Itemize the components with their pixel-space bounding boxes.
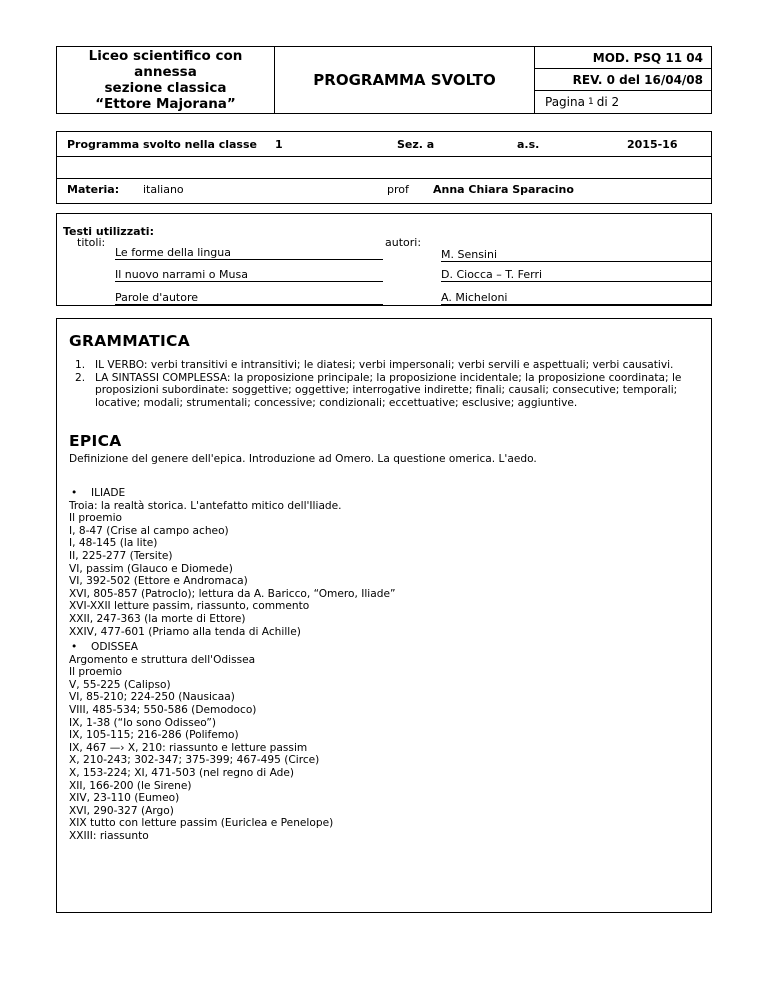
divider — [57, 178, 711, 179]
author-field — [441, 247, 711, 262]
title-field — [115, 267, 383, 282]
prof-name: Anna Chiara Sparacino — [433, 183, 574, 196]
title-field — [115, 290, 383, 305]
program-line: IX, 467 —› X, 210: riassunto e letture passim — [69, 741, 308, 754]
iliade-section — [69, 487, 689, 638]
author-field — [441, 290, 711, 305]
title-field — [115, 245, 383, 260]
page-number: 1 — [587, 97, 594, 107]
grammatica-list — [75, 359, 685, 409]
list-item — [75, 359, 685, 372]
divider — [57, 156, 711, 157]
odissea-title: • ODISSEA — [69, 641, 689, 654]
program-line: XXIV, 477-601 (Priamo alla tenda di Achille) — [69, 625, 301, 638]
author-field — [441, 267, 711, 282]
item-text: LA SINTASSI COMPLESSA: la proposizione principale; la proposizione incidentale; la proposizione coordinata; le — [95, 371, 682, 384]
author-3: A. Micheloni — [441, 291, 508, 304]
list-item — [75, 372, 685, 410]
subject-label: Materia: — [67, 183, 120, 196]
textbooks-box — [56, 213, 712, 306]
program-line: XVI, 290-327 (Argo) — [69, 804, 174, 817]
program-line: IX, 1-38 (“Io sono Odisseo”) — [69, 716, 216, 729]
odissea-list — [69, 654, 689, 843]
page-of: di 2 — [596, 95, 620, 109]
class-info-box — [56, 131, 712, 204]
page-label: Pagina — [545, 95, 585, 109]
authors-label: autori: — [385, 236, 422, 249]
iliade-list — [69, 500, 689, 639]
item-text: locative; modali; strumentali; concessive; condizionali; eccettuative; esclusive; aggiuntive. — [95, 396, 578, 409]
epica-heading: EPICA — [69, 432, 122, 450]
school-line-2: sezione classica — [104, 80, 227, 96]
item-number: 1. — [75, 359, 86, 371]
textbooks-heading: Testi utilizzati: — [63, 225, 154, 238]
school-line-3: “Ettore Majorana” — [95, 96, 236, 112]
item-text: IL VERBO: verbi transitivi e intransitivi; le diatesi; verbi impersonali; verbi servili e aspettuali; verbi causativi. — [95, 359, 674, 371]
iliade-title: • ILIADE — [69, 487, 689, 500]
page-indicator — [535, 91, 711, 113]
program-line: Il proemio — [69, 666, 123, 679]
subject-value: italiano — [143, 183, 184, 196]
school-name — [57, 47, 275, 113]
program-line: XXII, 247-363 (la morte di Ettore) — [69, 612, 246, 625]
item-number: 2. — [75, 371, 86, 384]
module-code: MOD. PSQ 11 04 — [535, 47, 711, 69]
author-1: M. Sensini — [441, 248, 498, 261]
program-line: V, 55-225 (Calipso) — [69, 678, 171, 691]
year-value: 2015-16 — [627, 138, 678, 151]
program-line: Il proemio — [69, 512, 123, 525]
program-line: I, 48-145 (la lite) — [69, 537, 158, 550]
program-line: XXIII: riassunto — [69, 829, 149, 842]
program-line: X, 153-224; XI, 471-503 (nel regno di Ade) — [69, 766, 295, 779]
odissea-section — [69, 641, 689, 843]
program-line: XIX tutto con letture passim (Euriclea e Penelope) — [69, 817, 334, 830]
program-line: VI, 392-502 (Ettore e Andromaca) — [69, 575, 248, 588]
title-2: Il nuovo narrami o Musa — [115, 268, 248, 281]
program-line: XVI-XXII letture passim, riassunto, commento — [69, 600, 310, 613]
document-header — [56, 46, 712, 114]
program-line: II, 225-277 (Tersite) — [69, 549, 173, 562]
program-line: VI, 85-210; 224-250 (Nausicaa) — [69, 691, 235, 704]
program-line: IX, 105-115; 216-286 (Polifemo) — [69, 729, 239, 742]
year-label: a.s. — [517, 138, 540, 151]
document-title: PROGRAMMA SVOLTO — [275, 47, 535, 113]
epica-intro: Definizione del genere dell'epica. Introduzione ad Omero. La questione omerica. L'aedo. — [69, 453, 537, 465]
grammatica-heading: GRAMMATICA — [69, 332, 191, 350]
titles-label: titoli: — [77, 236, 106, 249]
program-line: XIV, 23-110 (Eumeo) — [69, 792, 180, 805]
program-line: XVI, 805-857 (Patroclo); lettura da A. Baricco, “Omero, Iliade” — [69, 587, 396, 600]
title-3: Parole d'autore — [115, 291, 199, 304]
program-line: VI, passim (Glauco e Diomede) — [69, 562, 233, 575]
school-line-1: Liceo scientifico con annessa — [88, 48, 243, 80]
revision: REV. 0 del 16/04/08 — [535, 69, 711, 91]
section-label: Sez. a — [397, 138, 435, 151]
prof-label: prof — [387, 183, 409, 196]
program-line: XII, 166-200 (le Sirene) — [69, 779, 192, 792]
program-line: X, 210-243; 302-347; 375-399; 467-495 (Circe) — [69, 754, 320, 767]
program-line: I, 8-47 (Crise al campo acheo) — [69, 524, 229, 537]
item-text: proposizioni subordinate: soggettive; oggettive; interrogative indirette; finali; causali; consecutive; temporali; — [95, 384, 678, 397]
program-content — [56, 318, 712, 913]
program-line: Argomento e struttura dell'Odissea — [69, 653, 256, 666]
program-line: Troia: la realtà storica. L'antefatto mitico dell'Iliade. — [69, 499, 342, 512]
author-2: D. Ciocca – T. Ferri — [441, 268, 543, 281]
title-1: Le forme della lingua — [115, 246, 231, 259]
class-value: 1 — [275, 138, 283, 151]
class-label: Programma svolto nella classe — [67, 138, 257, 151]
program-line: VIII, 485-534; 550-586 (Demodoco) — [69, 703, 257, 716]
